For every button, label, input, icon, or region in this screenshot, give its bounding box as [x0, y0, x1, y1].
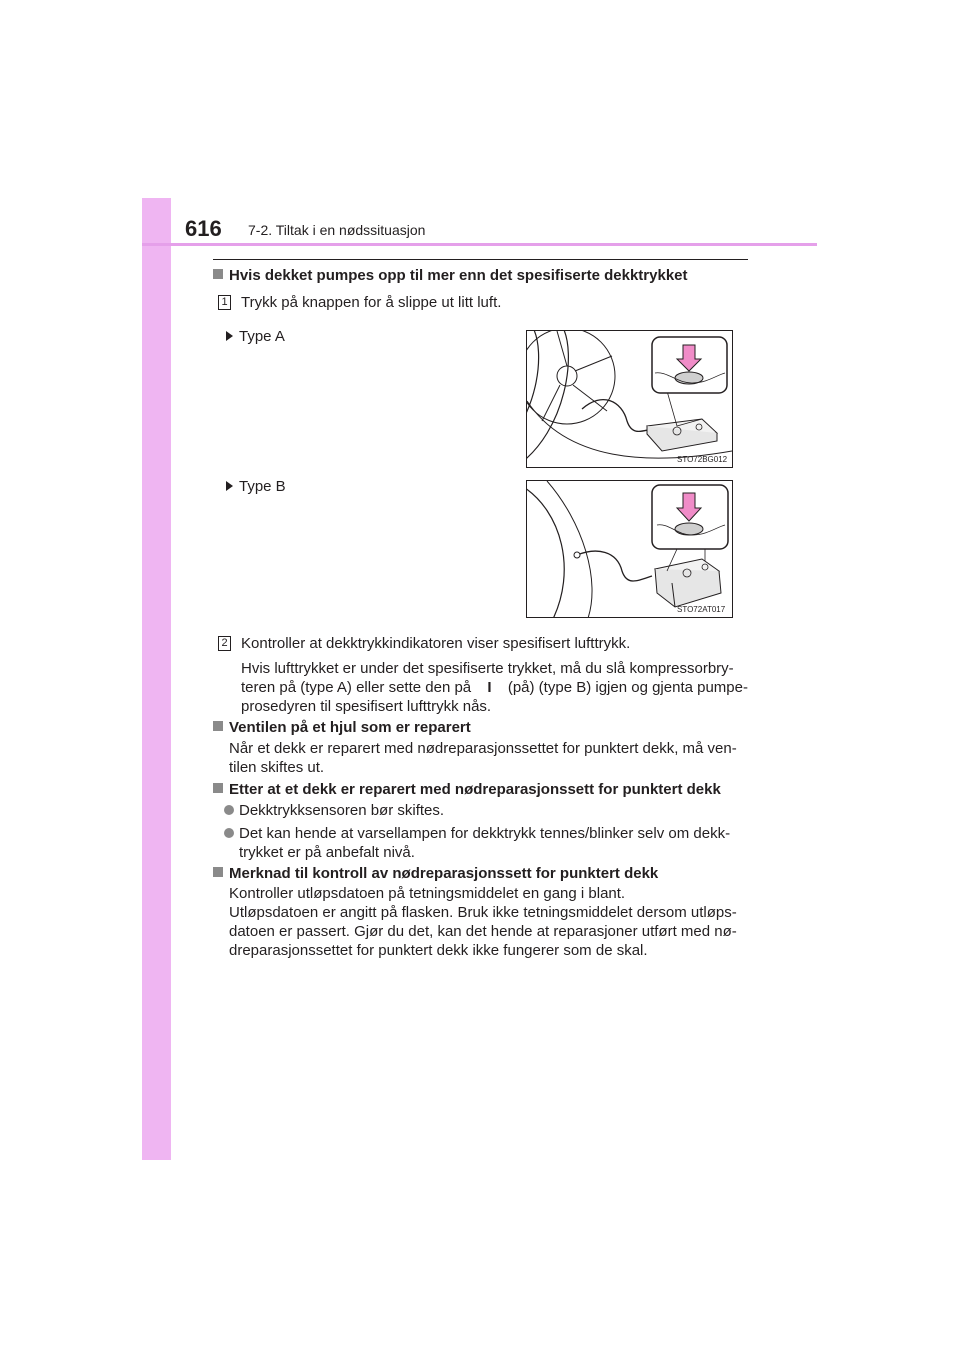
sidebar-tab [142, 198, 171, 1160]
round-bullet-icon [224, 828, 234, 838]
section-heading-overinflated: Hvis dekket pumpes opp til mer enn det spesifiserte dekktrykket [213, 266, 688, 285]
type-a-label: Type A [226, 327, 285, 346]
triangle-bullet-icon [226, 481, 233, 491]
kit-check-line-3: datoen er passert. Gjør du det, kan det hende at reparasjoner utført med nø- [229, 923, 737, 940]
section-title: 7-2. Tiltak i en nødssituasjon [248, 222, 426, 238]
square-bullet-icon [213, 783, 223, 793]
step-2-detail-line-1: Hvis lufttrykket er under det spesifiserte trykket, må du slå kompressorbry- [241, 660, 734, 677]
step-2-text: Kontroller at dekktrykkindikatoren viser spesifisert lufttrykk. [241, 635, 631, 652]
kit-check-line-2: Utløpsdatoen er angitt på flasken. Bruk ikke tetningsmiddelet dersom utløps- [229, 904, 737, 921]
step-2-detail-line-2: teren på (type A) eller sette den på I (på) (type B) igjen og gjenta pumpe- [241, 679, 748, 696]
bullet-item-warning-lamp-cont: trykket er på anbefalt nivå. [239, 844, 415, 861]
figure-type-a-compressor [526, 330, 733, 468]
bullet-item-warning-lamp: Det kan hende at varsellampen for dekktrykk tennes/blinker selv om dekk- [224, 824, 730, 843]
step-number-1: 1 [218, 295, 231, 310]
figure-b-code: STO72AT017 [677, 605, 726, 614]
valve-line-2: tilen skiftes ut. [229, 759, 325, 776]
square-bullet-icon [213, 867, 223, 877]
bullet-item-sensor: Dekktrykksensoren bør skiftes. [224, 801, 444, 820]
step-number-2: 2 [218, 636, 231, 651]
step-2-detail-line-3: prosedyren til spesifisert lufttrykk nås. [241, 698, 492, 715]
square-bullet-icon [213, 269, 223, 279]
page-number: 616 [185, 216, 222, 241]
valve-line-1: Når et dekk er reparert med nødreparasjonssettet for punktert dekk, må ven- [229, 740, 737, 757]
section-heading-after-repair: Etter at et dekk er reparert med nødreparasjonssett for punktert dekk [213, 780, 721, 799]
section-heading-valve: Ventilen på et hjul som er reparert [213, 718, 471, 737]
type-b-label: Type B [226, 477, 286, 496]
kit-check-line-4: dreparasjonssettet for punktert dekk ikke fungerer som de skal. [229, 942, 648, 959]
round-bullet-icon [224, 805, 234, 815]
kit-check-line-1: Kontroller utløpsdatoen på tetningsmiddelet en gang i blant. [229, 885, 626, 902]
square-bullet-icon [213, 721, 223, 731]
on-switch-symbol: I [487, 679, 492, 696]
figure-type-b-compressor [526, 480, 733, 618]
content-top-rule [213, 259, 748, 260]
triangle-bullet-icon [226, 331, 233, 341]
section-heading-kit-check: Merknad til kontroll av nødreparasjonssett for punktert dekk [213, 864, 658, 883]
step-1-text: Trykk på knappen for å slippe ut litt luft. [241, 294, 502, 311]
header-rule [142, 243, 817, 246]
figure-a-code: STO72BG012 [677, 455, 728, 464]
